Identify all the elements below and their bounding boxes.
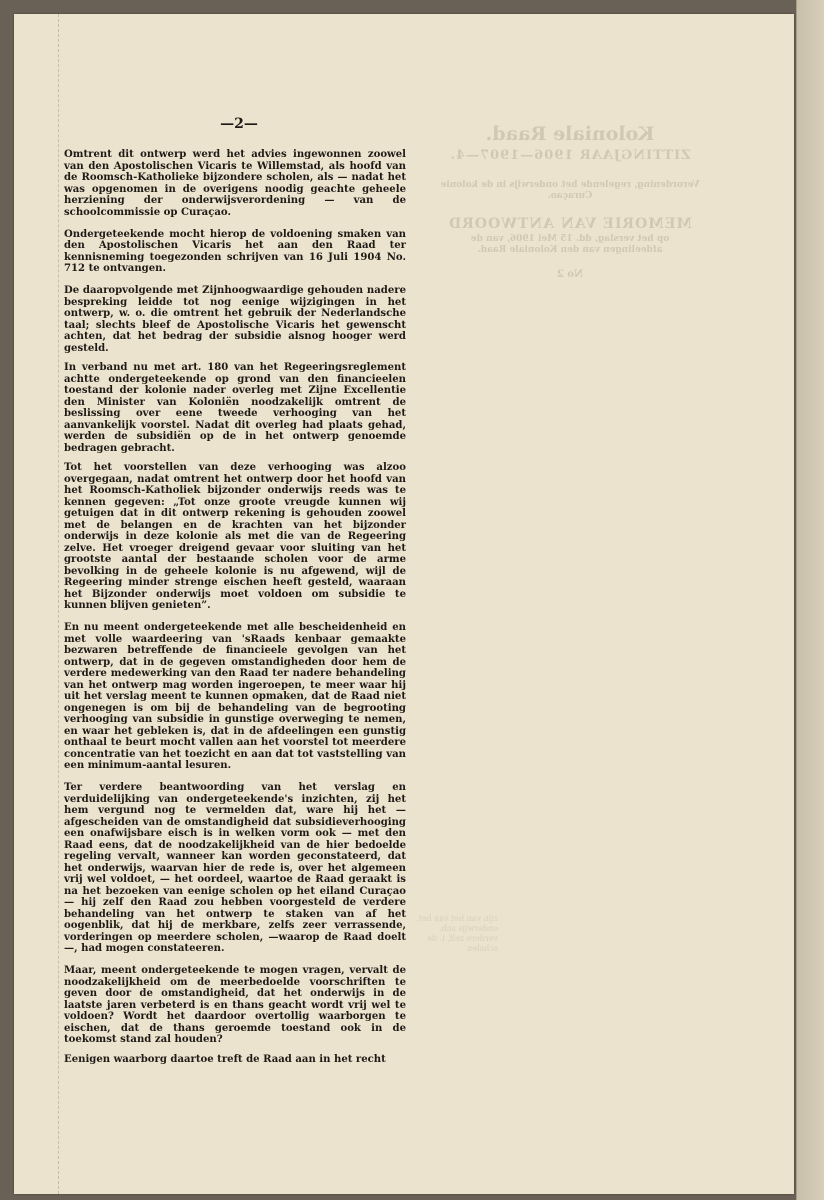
bleed-line: No 2 — [556, 269, 584, 280]
paragraph: Ter verdere beantwoording van het verslag en verduidelijking van ondergeteekende's inzichten, zij het hem vergund nog te vermelden dat, ware hij het — afgescheiden van de omstandigheid dat subsidieverhooging een onafwijsbare eisch is in welken vorm ook — met den Raad eens, dat de noodzakelijkheid van de hier bedoelde regeling vervalt, wanneer kan worden geconstateerd, dat het onderwijs, waarvan hier de rede is, over het algemeen vrij wel voldoet, — het oordeel, waartoe de Raad geraakt is na het bezoeken van eenige scholen op het eiland Curaçao — hij zelf den Raad zou hebben voorgesteld de verdere behandeling van het ontwerp te staken van af het oogenblik, dat hij de merkbare, zelfs zeer verrassende, vorderingen op meerdere scholen, —waarop de Raad doelt—, had mogen constateeren. — [64, 782, 406, 954]
paragraph: Tot het voorstellen van deze verhooging was alzoo overgegaan, nadat omtrent het ontwerp door het hoofd van het Roomsch-Katholiek bijzonder onderwijs reeds was te kennen gegeven: „Tot onze groote vreugde kunnen wij getuigen dat in dit ontwerp rekening is gehouden zoowel met de belangen en de krachten van het bijzonder onderwijs in deze kolonie als met die van de Regeering zelve. Het vroeger dreigend gevaar voor sluiting van het grootste aantal der bestaande scholen voor de arme bevolking in de geheele kolonie is nu afgewend, wijl de Regeering minder strenge eischen heeft gesteld, waaraan het Bijzonder onderwijs moet voldoen om subsidie te kunnen blijven genieten”. — [64, 462, 406, 611]
paragraph: Omtrent dit ontwerp werd het advies ingewonnen zoowel van den Apostolischen Vicaris te Willemstad, als hoofd van de Roomsch-Katholieke bijzondere scholen, als — nadat het was opgenomen in de overigens noodig geachte geheele herziening der onderwijsverordening — van de schoolcommissie op Curaçao. — [64, 149, 406, 218]
bleed-through-lower: zijn van het van het onderwijs sub. verdere zelf, i. de scholen — [418, 914, 498, 953]
bleed-line: MEMORIE VAN ANTWOORD — [448, 216, 692, 232]
paragraph: Ondergeteekende mocht hierop de voldoening smaken van den Apostolischen Vicaris het aan den Raad ter kennisneming toegezonden schrijven van 16 Juli 1904 No. 712 te ontvangen. — [64, 228, 406, 274]
bleed-line: op het verslag, dd. 15 Mei 1906, van de afdeelingen van den Koloniale Raad. — [470, 234, 670, 255]
bleed-line: Koloniale Raad. — [485, 123, 655, 145]
paragraph: En nu meent ondergeteekende met alle bescheidenheid en met volle waardeering van 'sRaads kenbaar gemaakte bezwaren betreffende de financieele gevolgen van het ontwerp, dat in de gegeven omstandigheden door hem de verdere medewerking van den Raad ter nadere behandeling van het ontwerp mag worden ingeroepen, te meer waar hij uit het verslag meent te kunnen opmaken, dat de Raad niet ongenegen is om bij de behandeling van de begrooting verhooging van subsidie in gunstige overweging te nemen, en waar het gebleken is, dat in de afdeelingen een gunstig onthaal te beurt mocht vallen aan het voorstel tot meerdere concentratie van het toezicht en aan dat tot vaststelling van een minimum-aantal lesuren. — [64, 622, 406, 771]
page-number: —2— — [220, 116, 258, 132]
paragraph: De daaropvolgende met Zijnhoogwaardige gehouden nadere bespreking leidde tot nog eenige wijzigingen in het ontwerp, w. o. die omtrent het gebruik der Nederlandsche taal; slechts bleef de Apostolische Vicaris het gewenscht achten, dat het bedrag der subsidie alsnog hooger werd gesteld. — [64, 285, 406, 354]
paragraph: Eenigen waarborg daartoe treft de Raad aan in het recht — [64, 1053, 386, 1065]
bleed-line: Verordening, regelende het onderwijs in de kolonie Curaçao. — [440, 180, 700, 201]
text-column — [64, 149, 406, 1076]
paragraph: In verband nu met art. 180 van het Regeeringsreglement achtte ondergeteekende op grond van den financieelen toestand der kolonie nader overleg met Zijne Excellentie den Minister van Koloniën noodzakelijk omtrent de beslissing over eene tweede verhooging van het aanvankelijk voorstel. Nadat dit overleg had plaats gehad, werden de subsidiën op de in het ontwerp genoemde bedragen gebracht. — [64, 362, 406, 454]
paragraph: Maar, meent ondergeteekende te mogen vragen, vervalt de noodzakelijkheid om de meerbedoelde voorschriften te geven door de omstandigheid, dat het onderwijs in de laatste jaren verbeterd is en thans geacht wordt vrij wel te voldoen? Wordt het daardoor overtollig waarborgen te eischen, dat de thans geroemde toestand ook in de toekomst stand zal houden? — [64, 965, 406, 1045]
bleed-through-header — [440, 122, 700, 282]
binding-rule — [58, 14, 59, 1194]
adjacent-page-edge — [796, 0, 824, 1200]
bleed-line: ZITTINGJAAR 1906—1907—4. — [449, 148, 691, 163]
